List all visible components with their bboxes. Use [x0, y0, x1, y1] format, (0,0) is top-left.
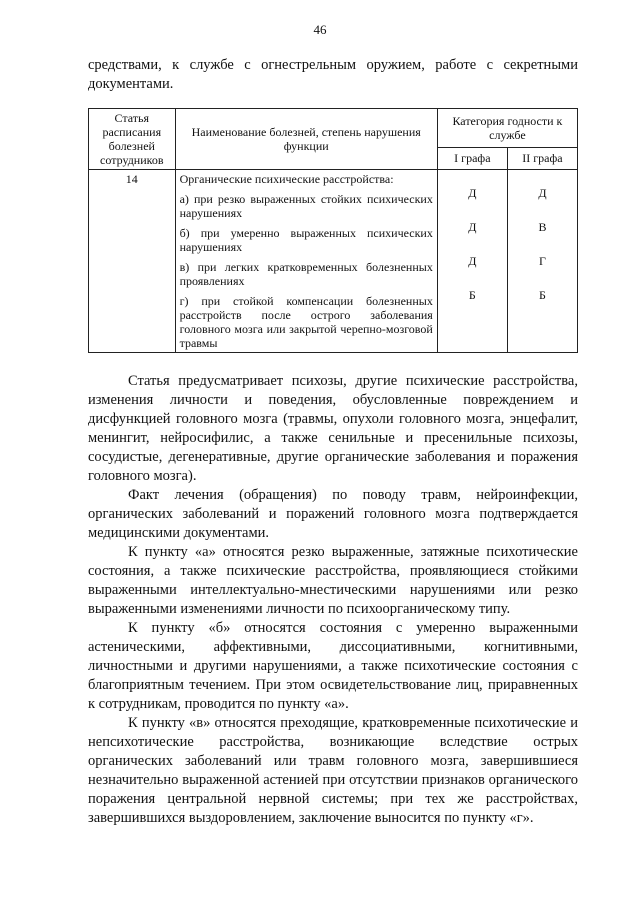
group-title: Органические психические расстройства:: [179, 172, 394, 186]
list-item: г) при стойкой компенсации болезненных расстройств после острого заболевания головного мозга или закрытой черепно-мозговой травмы: [179, 294, 433, 350]
paragraph: К пункту «а» относятся резко выраженные, затяжные психотические состояния, а также психические расстройства, проявляющиеся стойкими выраженными интеллектуально-мнестическими нарушениями или резко выраженными изменениями личности по психоорганическому типу.: [88, 544, 578, 617]
list-item: б) при умеренно выраженных психических нарушениях: [179, 226, 433, 254]
article-explanation: [88, 372, 578, 828]
graph-1-cell: [437, 170, 507, 353]
header-fitness-category: Категория годности к службе: [437, 109, 577, 148]
header-graph-2: II графа: [507, 147, 577, 169]
category-value: В: [538, 220, 547, 234]
category-value: Б: [468, 288, 476, 302]
table-row: [89, 170, 578, 353]
table-header-row: [89, 109, 578, 148]
paragraph: Статья предусматривает психозы, другие психические расстройства, изменения личности и поведения, обусловленные повреждением и дисфункцией головного мозга (травмы, опухоли головного мозга, энцефалит, менингит, нейросифилис, а также сенильные и пресенильные психозы, сосудистые, дегенеративные, другие органические заболевания и поражения головного мозга).: [88, 373, 578, 484]
page-number: 46: [313, 22, 327, 37]
intro-paragraph: средствами, к службе с огнестрельным оружием, работе с секретными документами.: [88, 57, 578, 92]
header-article: Статья расписания болезней сотрудников: [89, 109, 176, 170]
category-value: Д: [468, 254, 477, 268]
graph-2-cell: [507, 170, 577, 353]
category-value: Д: [468, 186, 477, 200]
list-item: в) при легких кратковременных болезненных проявлениях: [179, 260, 433, 288]
paragraph: К пункту «в» относятся преходящие, кратковременные психотические и непсихотические расстройства, возникающие вследствие острых органических заболеваний или травм головного мозга, завершившиеся незначительно выраженной астенией при отсутствии признаков органического поражения центральной нервной системы; при тех же расстройствах, завершившихся выздоровлением, заключение выносится по пункту «г».: [88, 715, 578, 826]
disease-description-cell: [175, 170, 437, 353]
header-graph-1: I графа: [437, 147, 507, 169]
article-number: 14: [89, 170, 176, 353]
header-disease-name: Наименование болезней, степень нарушения функции: [175, 109, 437, 170]
paragraph: Факт лечения (обращения) по поводу травм, нейроинфекции, органических заболеваний и поражений головного мозга подтверждается медицинскими документами.: [88, 487, 578, 541]
paragraph: К пункту «б» относятся состояния с умеренно выраженными астеническими, аффективными, диссоциативными, когнитивными, личностными и другими нарушениями, а также психотические состояния с благоприятным течением. При этом освидетельствование лиц, приравненных к сотрудникам, проводится по пункту «а».: [88, 620, 578, 712]
disease-schedule-table: [88, 108, 578, 353]
category-value: Д: [538, 186, 547, 200]
category-value: Г: [538, 254, 546, 268]
category-value: Б: [539, 288, 546, 302]
list-item: а) при резко выраженных стойких психических нарушениях: [179, 192, 433, 220]
category-value: Д: [468, 220, 477, 234]
